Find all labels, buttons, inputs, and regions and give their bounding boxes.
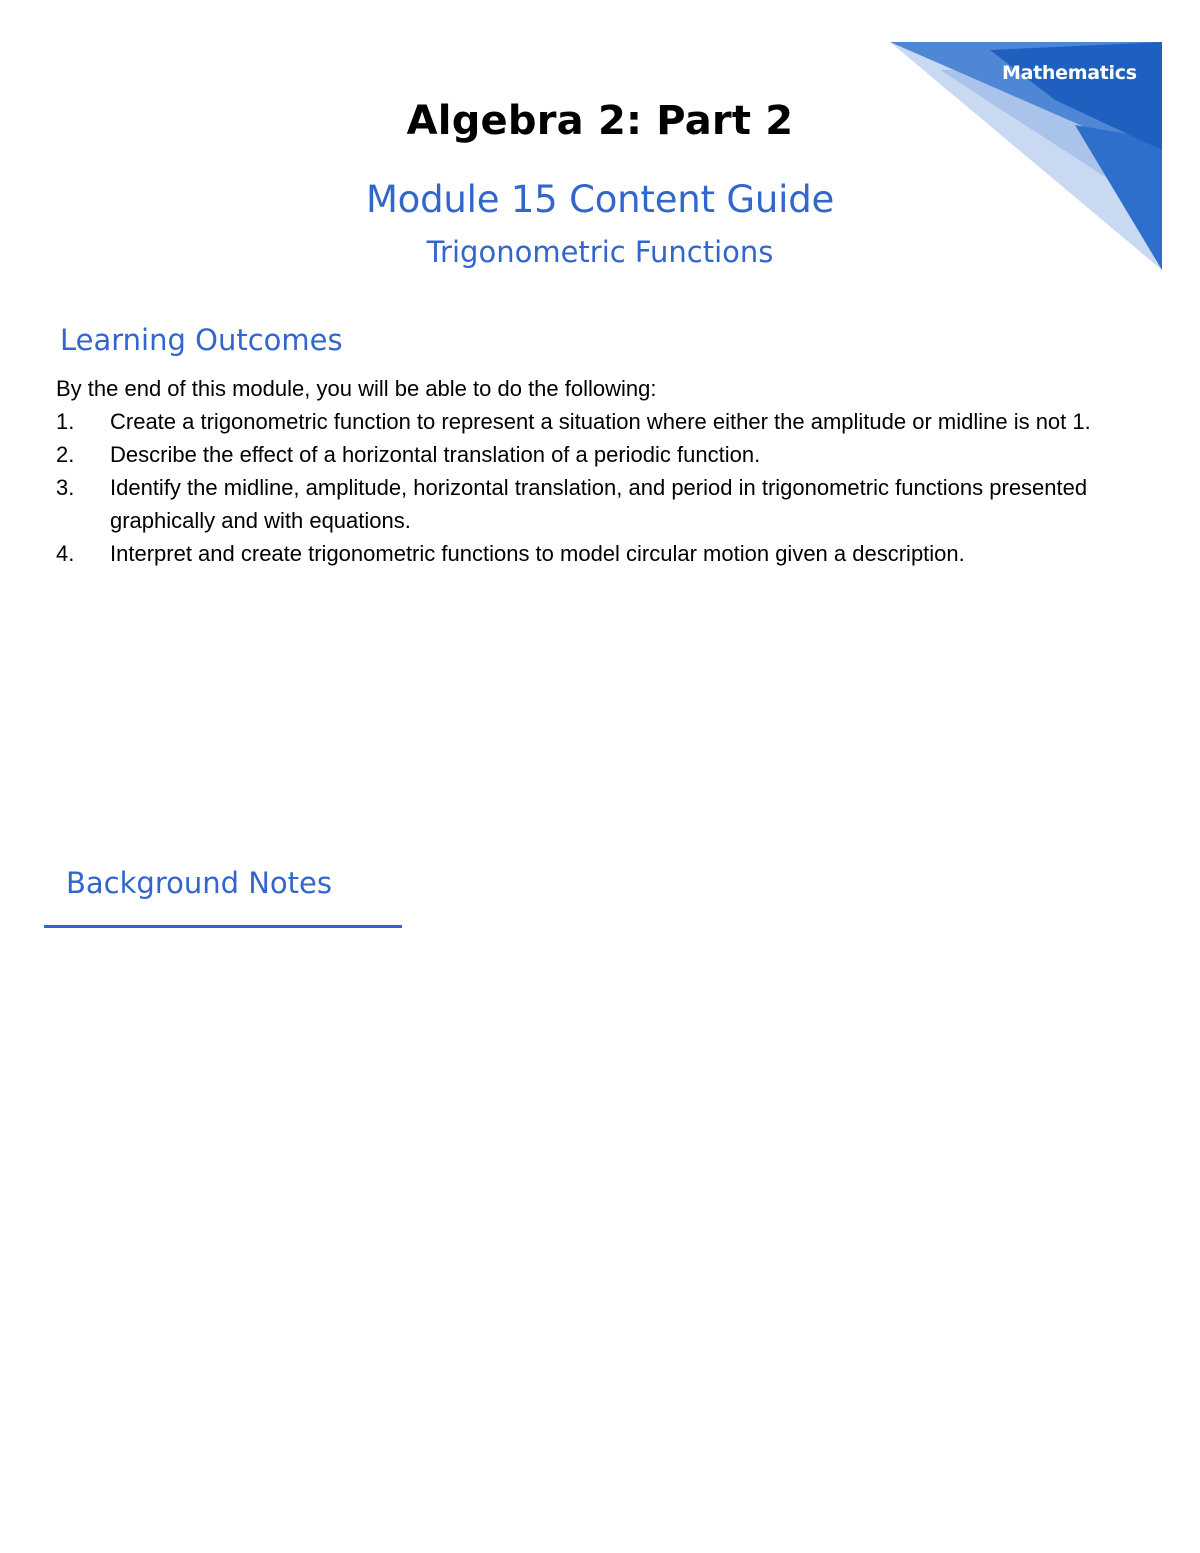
- background-notes-heading: Background Notes: [66, 866, 332, 900]
- learning-outcomes-list: [56, 405, 1156, 570]
- document-title: Algebra 2: Part 2: [406, 98, 794, 144]
- list-item: [56, 471, 1156, 537]
- list-item: [56, 438, 1156, 471]
- module-topic: Trigonometric Functions: [426, 235, 774, 269]
- list-item: [56, 537, 1156, 570]
- list-item-text: Describe the effect of a horizontal translation of a periodic function.: [110, 442, 761, 467]
- list-item-text: Interpret and create trigonometric functions to model circular motion given a description.: [110, 541, 965, 566]
- learning-outcomes-intro: By the end of this module, you will be able to do the following:: [56, 376, 657, 401]
- list-item-number: 3.: [56, 475, 75, 500]
- learning-outcomes-heading: Learning Outcomes: [60, 323, 343, 357]
- list-item-text: Create a trigonometric function to represent a situation where either the amplitude or midline is not 1.: [110, 409, 1091, 434]
- list-item-number: 2.: [56, 442, 75, 467]
- learning-outcomes-body: [56, 372, 1156, 570]
- list-item: [56, 405, 1156, 438]
- section-divider: [44, 925, 402, 928]
- module-subtitle: Module 15 Content Guide: [365, 178, 835, 221]
- list-item-number: 1.: [56, 409, 75, 434]
- subject-label: Mathematics: [1002, 62, 1137, 84]
- list-item-number: 4.: [56, 541, 75, 566]
- list-item-text: Identify the midline, amplitude, horizontal translation, and period in trigonometric functions presented graphically and with equations.: [110, 475, 1088, 533]
